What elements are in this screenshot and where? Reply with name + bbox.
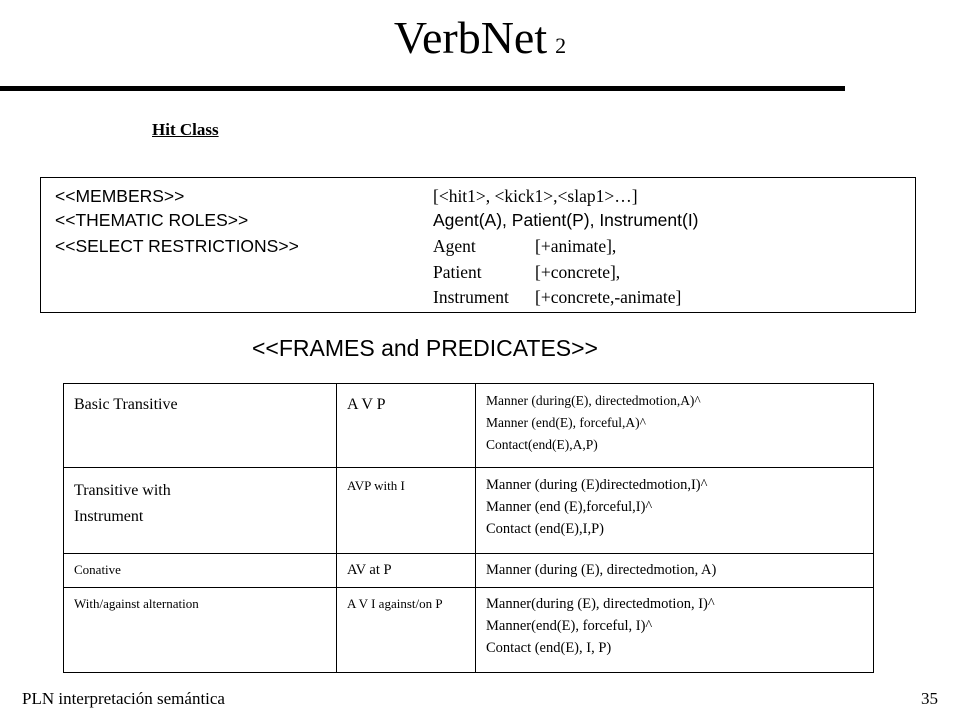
frame-syntax: AVP with I [347, 478, 405, 493]
frame-name: Instrument [74, 508, 144, 525]
predicate-line: Contact (end(E),I,P) [486, 521, 604, 537]
frames-heading: <<FRAMES and PREDICATES>> [252, 335, 598, 361]
frame-syntax: A V P [347, 396, 386, 413]
restriction-value: [+concrete,-animate] [535, 287, 682, 307]
restriction-role: Patient [433, 262, 482, 282]
table-row [64, 554, 874, 588]
frame-name-cell [64, 384, 337, 468]
predicate-line: Manner (end (E),forceful,I)^ [486, 499, 653, 515]
frame-predicates-cell [476, 468, 874, 554]
restriction-role: Instrument [433, 287, 509, 307]
frame-name: Basic Transitive [74, 396, 178, 413]
class-label: Hit Class [152, 120, 219, 139]
slide-title [0, 10, 960, 74]
members-value: [<hit1>, <kick1>,<slap1>…] [433, 186, 638, 206]
members-label: <<MEMBERS>> [55, 186, 185, 206]
frame-predicates-cell [476, 554, 874, 588]
thematic-roles-value: Agent(A), Patient(P), Instrument(I) [433, 210, 699, 230]
restriction-role: Agent [433, 236, 476, 256]
frame-syntax: A V I against/on P [347, 596, 443, 611]
footer-course-label: PLN interpretación semántica [22, 689, 225, 708]
frame-name: With/against alternation [74, 596, 199, 611]
class-definition-box [40, 177, 916, 313]
predicate-line: Manner (during (E)directedmotion,I)^ [486, 477, 708, 493]
frame-syntax-cell [337, 384, 476, 468]
predicate-line: Contact (end(E), I, P) [486, 640, 612, 656]
select-restrictions-label: <<SELECT RESTRICTIONS>> [55, 236, 299, 256]
restriction-value: [+animate], [535, 236, 617, 256]
predicate-line: Manner(during (E), directedmotion, I)^ [486, 596, 715, 612]
predicate-line: Manner (during (E), directedmotion, A) [486, 562, 717, 578]
frame-name-cell [64, 468, 337, 554]
table-row [64, 588, 874, 673]
frame-name-cell [64, 588, 337, 673]
frame-syntax-cell [337, 468, 476, 554]
frame-name-cell [64, 554, 337, 588]
slide-title-sub: 2 [555, 33, 567, 58]
frame-predicates-cell [476, 588, 874, 673]
table-row [64, 384, 874, 468]
title-divider [0, 86, 845, 91]
predicate-line: Manner(end(E), forceful, I)^ [486, 618, 653, 634]
restriction-value: [+concrete], [535, 262, 621, 282]
frame-syntax: AV at P [347, 562, 392, 578]
thematic-roles-label: <<THEMATIC ROLES>> [55, 210, 249, 230]
frame-name: Transitive with [74, 482, 171, 499]
slide-title-text: VerbNet [393, 12, 548, 63]
table-row [64, 468, 874, 554]
predicate-line: Contact(end(E),A,P) [486, 437, 598, 452]
frame-predicates-cell [476, 384, 874, 468]
predicate-line: Manner (during(E), directedmotion,A)^ [486, 393, 701, 408]
frames-table [63, 383, 874, 673]
predicate-line: Manner (end(E), forceful,A)^ [486, 415, 647, 430]
footer-page-number: 35 [921, 689, 938, 708]
frame-name: Conative [74, 562, 121, 577]
frame-syntax-cell [337, 588, 476, 673]
frame-syntax-cell [337, 554, 476, 588]
